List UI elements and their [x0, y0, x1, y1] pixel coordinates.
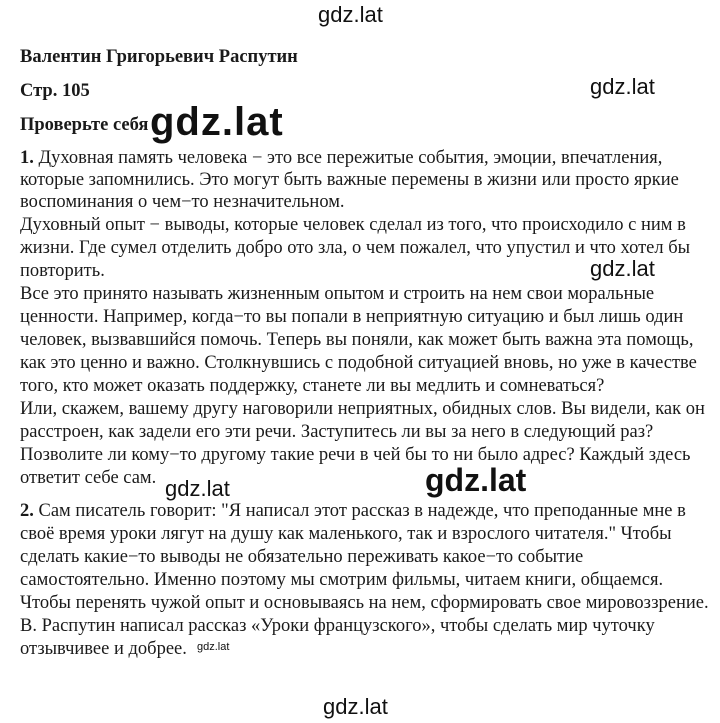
answer1-line-13: Позволите ли кому−то другому такие речи в чей бы то ни было адрес? Каждый здесь	[20, 445, 691, 465]
watermark-center-big: gdz.lat	[150, 100, 284, 144]
answer1-line-11: Или, скажем, вашему другу наговорили неприятных, обидных слов. Вы видели, как он	[20, 399, 705, 419]
answer1-number: 1.	[20, 148, 34, 168]
answer2-line-6: отзывчивее и добрее.	[20, 639, 187, 659]
watermark-center-lower-big: gdz.lat	[425, 462, 527, 498]
answer1-line-14: ответит себе сам.	[20, 468, 157, 488]
section-title: Проверьте себя	[20, 115, 149, 135]
answer2-line-1: своё время уроки лягут на душу как маленького, так и взрослого читателя." Чтобы	[20, 524, 672, 544]
answer1-line-5: повторить.	[20, 261, 105, 281]
answer2-line-5: В. Распутин написал рассказ «Уроки французского», чтобы сделать мир чуточку	[20, 616, 655, 636]
answer1-line-2: воспоминания о чем−то незначительном.	[20, 192, 345, 212]
answer1-line-10: того, кто может оказать поддержку, станете ли вы медлить и сомневаться?	[20, 376, 605, 396]
answer1-line-7: ценности. Например, когда−то вы попали в неприятную ситуацию и был лишь один	[20, 307, 684, 327]
answer1-line-3: Духовный опыт − выводы, которые человек сделал из того, что происходило с ним в	[20, 215, 686, 235]
answer1-line-9: как это ценно и важно. Столкнувшись с подобной ситуацией вновь, но уже в качестве	[20, 353, 697, 373]
watermark-tiny: gdz.lat	[197, 641, 230, 653]
answer2-line-0: 2. Сам писатель говорит: "Я написал этот рассказ в надежде, что преподанные мне в	[20, 501, 686, 521]
page-number: Стр. 105	[20, 81, 90, 101]
answer2-line-2: сделать какие−то выводы не обязательно переживать какое−то событие	[20, 547, 584, 567]
answer2-line-3: самостоятельно. Именно поэтому мы смотрим фильмы, читаем книги, общаемся.	[20, 570, 664, 590]
watermark-bottom: gdz.lat	[323, 694, 388, 719]
answer1-line-6: Все это принято называть жизненным опытом и строить на нем свои моральные	[20, 284, 655, 304]
answer1-line-8: человек, вызвавшийся помочь. Теперь вы поняли, как может быть важна эта помощь,	[20, 330, 694, 350]
author-title: Валентин Григорьевич Распутин	[20, 47, 298, 67]
watermark-top: gdz.lat	[318, 2, 383, 27]
watermark-right-middle: gdz.lat	[590, 256, 655, 281]
watermark-left-lower: gdz.lat	[165, 476, 230, 501]
watermark-right-upper: gdz.lat	[590, 74, 655, 99]
answer1-line-0: 1. Духовная память человека − это все пережитые события, эмоции, впечатления,	[20, 148, 663, 168]
answer2-line-4: Чтобы перенять чужой опыт и основываясь на нем, сформировать свое мировоззрение.	[20, 593, 709, 613]
answer1-line-12: расстроен, как задели его эти речи. Заступитесь ли вы за него в следующий раз?	[20, 422, 654, 442]
answer1-line-1: которые запомнились. Это могут быть важные перемены в жизни или просто яркие	[20, 170, 679, 190]
answer2-number: 2.	[20, 501, 34, 521]
answer1-line-4: жизни. Где сумел отделить добро ото зла, о чем пожалел, что упустил и что хотел бы	[20, 238, 691, 258]
